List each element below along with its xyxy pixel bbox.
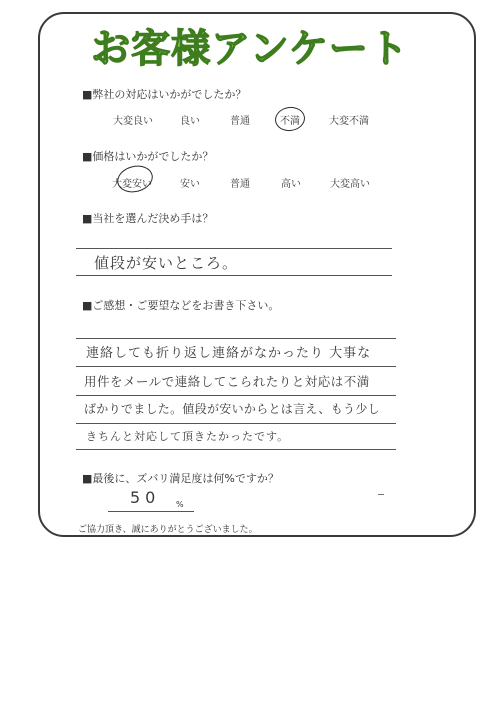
question-3-label: ■当社を選んだ決め手は？ bbox=[82, 212, 214, 225]
q4-line-1 bbox=[76, 338, 396, 339]
q1-option-2[interactable]: 良い bbox=[180, 116, 200, 127]
q2-option-2[interactable]: 安い bbox=[180, 179, 200, 190]
q2-option-4[interactable]: 高い bbox=[281, 179, 301, 190]
q4-line-3 bbox=[76, 395, 396, 396]
q4-line-2 bbox=[76, 366, 396, 367]
question-4-label: ■ご感想・ご要望などをお書き下さい。 bbox=[82, 299, 280, 312]
q2-option-1[interactable]: 大変安い bbox=[112, 179, 152, 190]
q4-handwritten-line-3[interactable]: ばかりでました。値段が安いからとは言え、もう少し bbox=[84, 402, 380, 416]
thank-you-footer: ご協力頂き、誠にありがとうございました。 bbox=[78, 525, 258, 535]
q2-option-3[interactable]: 普通 bbox=[230, 179, 250, 190]
q5-percent-unit: % bbox=[176, 500, 184, 509]
q4-line-5 bbox=[76, 449, 396, 450]
q3-handwritten-answer[interactable]: 値段が安いところ。 bbox=[94, 254, 239, 272]
stray-mark bbox=[378, 494, 384, 495]
q4-handwritten-line-4[interactable]: きちんと対応して頂きたかったです。 bbox=[86, 430, 290, 443]
q1-option-3[interactable]: 普通 bbox=[230, 116, 250, 127]
q3-answer-line-bottom bbox=[76, 275, 392, 276]
q4-handwritten-line-2[interactable]: 用件をメールで連絡してこられたりと対応は不満 bbox=[84, 374, 370, 389]
q1-option-4[interactable]: 不満 bbox=[280, 116, 300, 127]
q1-option-1[interactable]: 大変良い bbox=[113, 116, 153, 127]
q5-handwritten-value[interactable]: 50 bbox=[130, 488, 161, 507]
survey-title: お客様アンケート bbox=[91, 27, 409, 72]
q4-handwritten-line-1[interactable]: 連絡しても折り返し連絡がなかったり 大事な bbox=[86, 346, 372, 361]
question-5-label: ■最後に、ズバリ満足度は何%ですか？ bbox=[82, 472, 279, 485]
question-2-label: ■価格はいかがでしたか？ bbox=[82, 150, 214, 163]
q4-line-4 bbox=[76, 423, 396, 424]
question-1-label: ■弊社の対応はいかがでしたか？ bbox=[82, 88, 247, 101]
q2-option-5[interactable]: 大変高い bbox=[330, 179, 370, 190]
q3-answer-line-top bbox=[76, 248, 392, 249]
q1-option-5[interactable]: 大変不満 bbox=[329, 116, 369, 127]
q5-answer-line bbox=[108, 511, 194, 512]
